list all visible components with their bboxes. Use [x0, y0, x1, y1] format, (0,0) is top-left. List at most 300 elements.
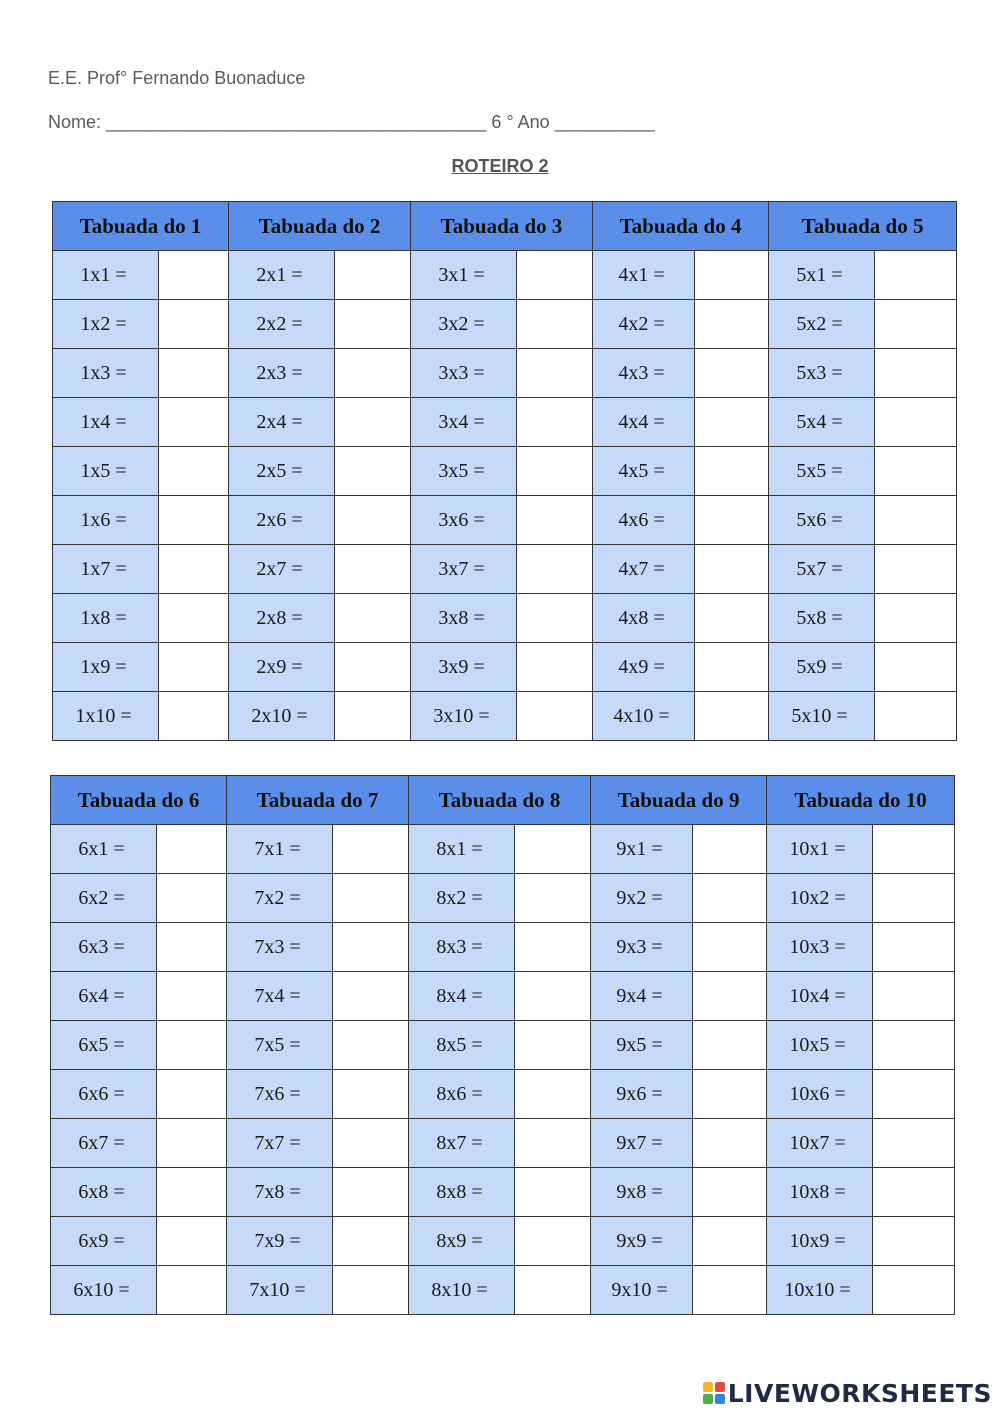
table-header-cell: Tabuada do 10	[767, 776, 955, 825]
answer-cell	[517, 349, 593, 398]
answer-input[interactable]	[157, 1083, 226, 1106]
answer-input[interactable]	[335, 558, 410, 581]
expression-cell	[591, 1168, 693, 1217]
expression-cell	[769, 496, 875, 545]
expression-cell	[53, 349, 159, 398]
expression-label: 10x5 =	[789, 1033, 846, 1056]
expression-cell	[593, 643, 695, 692]
expression-cell	[409, 1266, 515, 1315]
table-header-row	[51, 776, 955, 825]
answer-input[interactable]	[515, 838, 590, 861]
answer-cell	[873, 1168, 955, 1217]
expression-label: 5x7 =	[796, 557, 843, 580]
answer-input[interactable]	[693, 1034, 766, 1057]
answer-cell	[695, 251, 769, 300]
expression-cell	[53, 447, 159, 496]
answer-input[interactable]	[517, 313, 592, 336]
answer-cell	[695, 545, 769, 594]
table-row	[53, 545, 957, 594]
answer-input[interactable]	[693, 838, 766, 861]
expression-cell	[227, 1119, 333, 1168]
answer-input[interactable]	[695, 558, 768, 581]
answer-input[interactable]	[875, 362, 956, 385]
expression-cell	[229, 349, 335, 398]
answer-cell	[695, 496, 769, 545]
expression-label: 1x8 =	[80, 606, 127, 629]
expression-label: 1x5 =	[80, 459, 127, 482]
expression-label: 3x5 =	[438, 459, 485, 482]
expression-label: 3x8 =	[438, 606, 485, 629]
answer-input[interactable]	[333, 936, 408, 959]
expression-cell	[591, 1217, 693, 1266]
answer-input[interactable]	[873, 1132, 954, 1155]
answer-input[interactable]	[515, 985, 590, 1008]
answer-cell	[159, 594, 229, 643]
answer-cell	[159, 447, 229, 496]
expression-cell	[769, 251, 875, 300]
expression-label: 1x6 =	[80, 508, 127, 531]
expression-cell	[593, 251, 695, 300]
answer-input[interactable]	[335, 607, 410, 630]
answer-input[interactable]	[333, 985, 408, 1008]
expression-label: 5x4 =	[796, 410, 843, 433]
answer-input[interactable]	[875, 264, 956, 287]
table-row	[53, 251, 957, 300]
expression-label: 7x9 =	[254, 1229, 301, 1252]
expression-label: 7x6 =	[254, 1082, 301, 1105]
expression-cell	[411, 594, 517, 643]
answer-input[interactable]	[515, 1132, 590, 1155]
answer-input[interactable]	[875, 607, 956, 630]
answer-input[interactable]	[693, 1230, 766, 1253]
answer-input[interactable]	[157, 887, 226, 910]
answer-cell	[517, 496, 593, 545]
table-header-cell: Tabuada do 9	[591, 776, 767, 825]
answer-input[interactable]	[335, 362, 410, 385]
answer-cell	[873, 1119, 955, 1168]
table-row	[53, 300, 957, 349]
answer-input[interactable]	[517, 264, 592, 287]
expression-label: 8x9 =	[436, 1229, 483, 1252]
answer-cell	[515, 972, 591, 1021]
expression-label: 3x10 =	[433, 704, 490, 727]
expression-label: 5x10 =	[791, 704, 848, 727]
answer-input[interactable]	[159, 313, 228, 336]
expression-cell	[591, 1119, 693, 1168]
answer-cell	[517, 545, 593, 594]
expression-label: 6x8 =	[78, 1180, 125, 1203]
expression-cell	[769, 643, 875, 692]
answer-cell	[159, 692, 229, 741]
expression-label: 1x3 =	[80, 361, 127, 384]
answer-input[interactable]	[335, 509, 410, 532]
expression-label: 9x5 =	[616, 1033, 663, 1056]
table-row	[51, 1070, 955, 1119]
answer-cell	[333, 1070, 409, 1119]
expression-cell	[229, 594, 335, 643]
expression-cell	[227, 825, 333, 874]
expression-label: 3x6 =	[438, 508, 485, 531]
answer-input[interactable]	[695, 656, 768, 679]
answer-input[interactable]	[333, 1181, 408, 1204]
answer-cell	[159, 251, 229, 300]
answer-input[interactable]	[335, 656, 410, 679]
answer-input[interactable]	[695, 313, 768, 336]
expression-label: 2x7 =	[256, 557, 303, 580]
answer-cell	[333, 825, 409, 874]
expression-cell	[53, 496, 159, 545]
answer-input[interactable]	[695, 411, 768, 434]
answer-input[interactable]	[875, 509, 956, 532]
expression-cell	[769, 594, 875, 643]
answer-input[interactable]	[695, 264, 768, 287]
expression-label: 9x10 =	[611, 1278, 668, 1301]
answer-cell	[875, 643, 957, 692]
answer-input[interactable]	[695, 705, 768, 728]
expression-cell	[51, 1168, 157, 1217]
answer-input[interactable]	[159, 264, 228, 287]
answer-cell	[517, 447, 593, 496]
expression-cell	[593, 300, 695, 349]
table-row	[51, 1119, 955, 1168]
expression-label: 2x10 =	[251, 704, 308, 727]
expression-label: 1x7 =	[80, 557, 127, 580]
expression-cell	[227, 1217, 333, 1266]
answer-input[interactable]	[875, 411, 956, 434]
answer-input[interactable]	[517, 411, 592, 434]
expression-cell	[227, 1021, 333, 1070]
answer-input[interactable]	[515, 1181, 590, 1204]
answer-input[interactable]	[873, 1034, 954, 1057]
expression-cell	[53, 594, 159, 643]
expression-cell	[769, 349, 875, 398]
answer-cell	[695, 447, 769, 496]
expression-label: 4x1 =	[618, 263, 665, 286]
answer-cell	[695, 398, 769, 447]
expression-cell	[51, 1021, 157, 1070]
expression-cell	[411, 496, 517, 545]
expression-cell	[51, 1070, 157, 1119]
answer-input[interactable]	[159, 558, 228, 581]
answer-input[interactable]	[693, 1181, 766, 1204]
answer-input[interactable]	[333, 1279, 408, 1302]
answer-cell	[875, 300, 957, 349]
answer-input[interactable]	[159, 607, 228, 630]
answer-input[interactable]	[693, 1132, 766, 1155]
answer-cell	[517, 398, 593, 447]
expression-label: 10x10 =	[784, 1278, 851, 1301]
answer-input[interactable]	[693, 1083, 766, 1106]
answer-input[interactable]	[517, 362, 592, 385]
liveworksheets-logo	[703, 1378, 992, 1408]
answer-input[interactable]	[873, 1230, 954, 1253]
answer-input[interactable]	[515, 1034, 590, 1057]
answer-input[interactable]	[333, 1230, 408, 1253]
table-header-cell: Tabuada do 4	[593, 202, 769, 251]
expression-cell	[227, 874, 333, 923]
answer-cell	[693, 1119, 767, 1168]
answer-input[interactable]	[333, 838, 408, 861]
answer-cell	[159, 643, 229, 692]
answer-input[interactable]	[875, 313, 956, 336]
answer-cell	[517, 692, 593, 741]
expression-cell	[409, 1119, 515, 1168]
expression-label: 9x8 =	[616, 1180, 663, 1203]
answer-input[interactable]	[157, 1181, 226, 1204]
answer-input[interactable]	[875, 705, 956, 728]
answer-cell	[333, 972, 409, 1021]
answer-input[interactable]	[695, 460, 768, 483]
table-row	[53, 349, 957, 398]
expression-label: 4x8 =	[618, 606, 665, 629]
answer-input[interactable]	[873, 936, 954, 959]
answer-input[interactable]	[157, 1230, 226, 1253]
expression-cell	[227, 1266, 333, 1315]
expression-cell	[767, 1119, 873, 1168]
answer-input[interactable]	[515, 1279, 590, 1302]
expression-cell	[409, 923, 515, 972]
answer-input[interactable]	[517, 607, 592, 630]
expression-cell	[769, 692, 875, 741]
answer-input[interactable]	[157, 1132, 226, 1155]
answer-input[interactable]	[517, 460, 592, 483]
liveworksheets-logo-icon	[703, 1382, 725, 1404]
expression-cell	[769, 447, 875, 496]
expression-cell	[229, 496, 335, 545]
expression-cell	[53, 643, 159, 692]
answer-input[interactable]	[873, 838, 954, 861]
answer-cell	[875, 594, 957, 643]
answer-input[interactable]	[515, 1230, 590, 1253]
page-title: ROTEIRO 2	[451, 156, 549, 176]
answer-cell	[157, 1266, 227, 1315]
answer-cell	[873, 874, 955, 923]
expression-cell	[769, 545, 875, 594]
answer-cell	[873, 1070, 955, 1119]
answer-input[interactable]	[157, 1034, 226, 1057]
answer-input[interactable]	[693, 936, 766, 959]
table-row	[51, 1021, 955, 1070]
expression-label: 1x9 =	[80, 655, 127, 678]
answer-cell	[695, 594, 769, 643]
expression-cell	[409, 1168, 515, 1217]
answer-input[interactable]	[159, 656, 228, 679]
answer-input[interactable]	[157, 1279, 226, 1302]
answer-input[interactable]	[157, 985, 226, 1008]
table-header-cell: Tabuada do 7	[227, 776, 409, 825]
table-header-cell: Tabuada do 6	[51, 776, 227, 825]
table-row	[51, 1168, 955, 1217]
expression-cell	[229, 643, 335, 692]
answer-input[interactable]	[157, 838, 226, 861]
answer-cell	[515, 874, 591, 923]
answer-input[interactable]	[515, 887, 590, 910]
answer-input[interactable]	[335, 705, 410, 728]
answer-input[interactable]	[159, 411, 228, 434]
expression-label: 3x2 =	[438, 312, 485, 335]
answer-cell	[157, 923, 227, 972]
answer-input[interactable]	[695, 509, 768, 532]
expression-cell	[53, 692, 159, 741]
answer-input[interactable]	[695, 362, 768, 385]
answer-cell	[159, 398, 229, 447]
expression-label: 7x5 =	[254, 1033, 301, 1056]
answer-cell	[515, 825, 591, 874]
expression-label: 8x10 =	[431, 1278, 488, 1301]
answer-input[interactable]	[159, 705, 228, 728]
table-row	[53, 643, 957, 692]
expression-cell	[229, 251, 335, 300]
table-row	[51, 923, 955, 972]
answer-cell	[157, 825, 227, 874]
expression-label: 4x7 =	[618, 557, 665, 580]
answer-cell	[333, 1021, 409, 1070]
expression-label: 8x3 =	[436, 935, 483, 958]
answer-input[interactable]	[515, 936, 590, 959]
table-row	[53, 447, 957, 496]
expression-label: 2x6 =	[256, 508, 303, 531]
answer-cell	[873, 923, 955, 972]
answer-input[interactable]	[333, 1132, 408, 1155]
answer-cell	[157, 1119, 227, 1168]
expression-label: 7x1 =	[254, 837, 301, 860]
answer-input[interactable]	[875, 656, 956, 679]
expression-label: 4x5 =	[618, 459, 665, 482]
expression-cell	[411, 349, 517, 398]
answer-cell	[873, 825, 955, 874]
expression-cell	[229, 447, 335, 496]
expression-cell	[767, 1168, 873, 1217]
answer-cell	[693, 1168, 767, 1217]
answer-input[interactable]	[333, 887, 408, 910]
expression-label: 6x1 =	[78, 837, 125, 860]
answer-cell	[157, 874, 227, 923]
answer-input[interactable]	[335, 460, 410, 483]
expression-label: 3x1 =	[438, 263, 485, 286]
expression-label: 2x8 =	[256, 606, 303, 629]
answer-cell	[695, 692, 769, 741]
answer-input[interactable]	[875, 460, 956, 483]
answer-input[interactable]	[873, 985, 954, 1008]
answer-cell	[693, 874, 767, 923]
answer-input[interactable]	[873, 1279, 954, 1302]
answer-input[interactable]	[333, 1083, 408, 1106]
answer-input[interactable]	[873, 1181, 954, 1204]
answer-input[interactable]	[159, 509, 228, 532]
expression-label: 2x4 =	[256, 410, 303, 433]
answer-input[interactable]	[333, 1034, 408, 1057]
answer-input[interactable]	[159, 460, 228, 483]
answer-cell	[515, 923, 591, 972]
expression-label: 10x3 =	[789, 935, 846, 958]
expression-cell	[53, 398, 159, 447]
expression-cell	[409, 825, 515, 874]
table-row	[53, 398, 957, 447]
expression-label: 4x4 =	[618, 410, 665, 433]
answer-cell	[693, 1021, 767, 1070]
answer-input[interactable]	[157, 936, 226, 959]
answer-cell	[157, 1217, 227, 1266]
answer-input[interactable]	[335, 313, 410, 336]
answer-input[interactable]	[693, 887, 766, 910]
table-row	[53, 692, 957, 741]
answer-input[interactable]	[873, 887, 954, 910]
expression-label: 7x10 =	[249, 1278, 306, 1301]
answer-cell	[875, 251, 957, 300]
answer-input[interactable]	[517, 656, 592, 679]
expression-label: 4x10 =	[613, 704, 670, 727]
answer-cell	[695, 643, 769, 692]
expression-label: 9x6 =	[616, 1082, 663, 1105]
expression-cell	[409, 1217, 515, 1266]
expression-cell	[767, 1070, 873, 1119]
expression-label: 9x1 =	[616, 837, 663, 860]
answer-cell	[333, 1168, 409, 1217]
answer-input[interactable]	[159, 362, 228, 385]
answer-cell	[333, 874, 409, 923]
answer-cell	[875, 496, 957, 545]
expression-cell	[51, 923, 157, 972]
answer-input[interactable]	[335, 264, 410, 287]
answer-input[interactable]	[515, 1083, 590, 1106]
expression-label: 8x7 =	[436, 1131, 483, 1154]
expression-label: 8x5 =	[436, 1033, 483, 1056]
answer-input[interactable]	[517, 558, 592, 581]
answer-input[interactable]	[335, 411, 410, 434]
answer-cell	[873, 1266, 955, 1315]
expression-cell	[411, 545, 517, 594]
table-row	[53, 496, 957, 545]
answer-cell	[693, 1266, 767, 1315]
answer-cell	[875, 545, 957, 594]
expression-label: 6x2 =	[78, 886, 125, 909]
expression-cell	[53, 251, 159, 300]
answer-input[interactable]	[875, 558, 956, 581]
expression-cell	[591, 923, 693, 972]
expression-cell	[411, 251, 517, 300]
expression-cell	[51, 1217, 157, 1266]
answer-cell	[335, 300, 411, 349]
answer-input[interactable]	[873, 1083, 954, 1106]
expression-cell	[767, 1021, 873, 1070]
expression-label: 8x8 =	[436, 1180, 483, 1203]
answer-input[interactable]	[693, 985, 766, 1008]
answer-input[interactable]	[517, 705, 592, 728]
answer-cell	[693, 1070, 767, 1119]
expression-label: 7x8 =	[254, 1180, 301, 1203]
answer-cell	[515, 1070, 591, 1119]
expression-label: 5x3 =	[796, 361, 843, 384]
expression-cell	[229, 398, 335, 447]
expression-cell	[593, 545, 695, 594]
expression-label: 4x9 =	[618, 655, 665, 678]
answer-cell	[157, 1168, 227, 1217]
expression-cell	[409, 874, 515, 923]
answer-input[interactable]	[695, 607, 768, 630]
name-and-grade-line: Nome: ______________________________________ 6 ° Ano __________	[48, 112, 655, 132]
expression-label: 8x4 =	[436, 984, 483, 1007]
expression-label: 2x5 =	[256, 459, 303, 482]
expression-cell	[767, 1217, 873, 1266]
expression-label: 10x2 =	[789, 886, 846, 909]
answer-cell	[157, 972, 227, 1021]
answer-input[interactable]	[693, 1279, 766, 1302]
expression-label: 1x2 =	[80, 312, 127, 335]
answer-input[interactable]	[517, 509, 592, 532]
answer-cell	[157, 1070, 227, 1119]
expression-cell	[593, 692, 695, 741]
expression-label: 5x8 =	[796, 606, 843, 629]
